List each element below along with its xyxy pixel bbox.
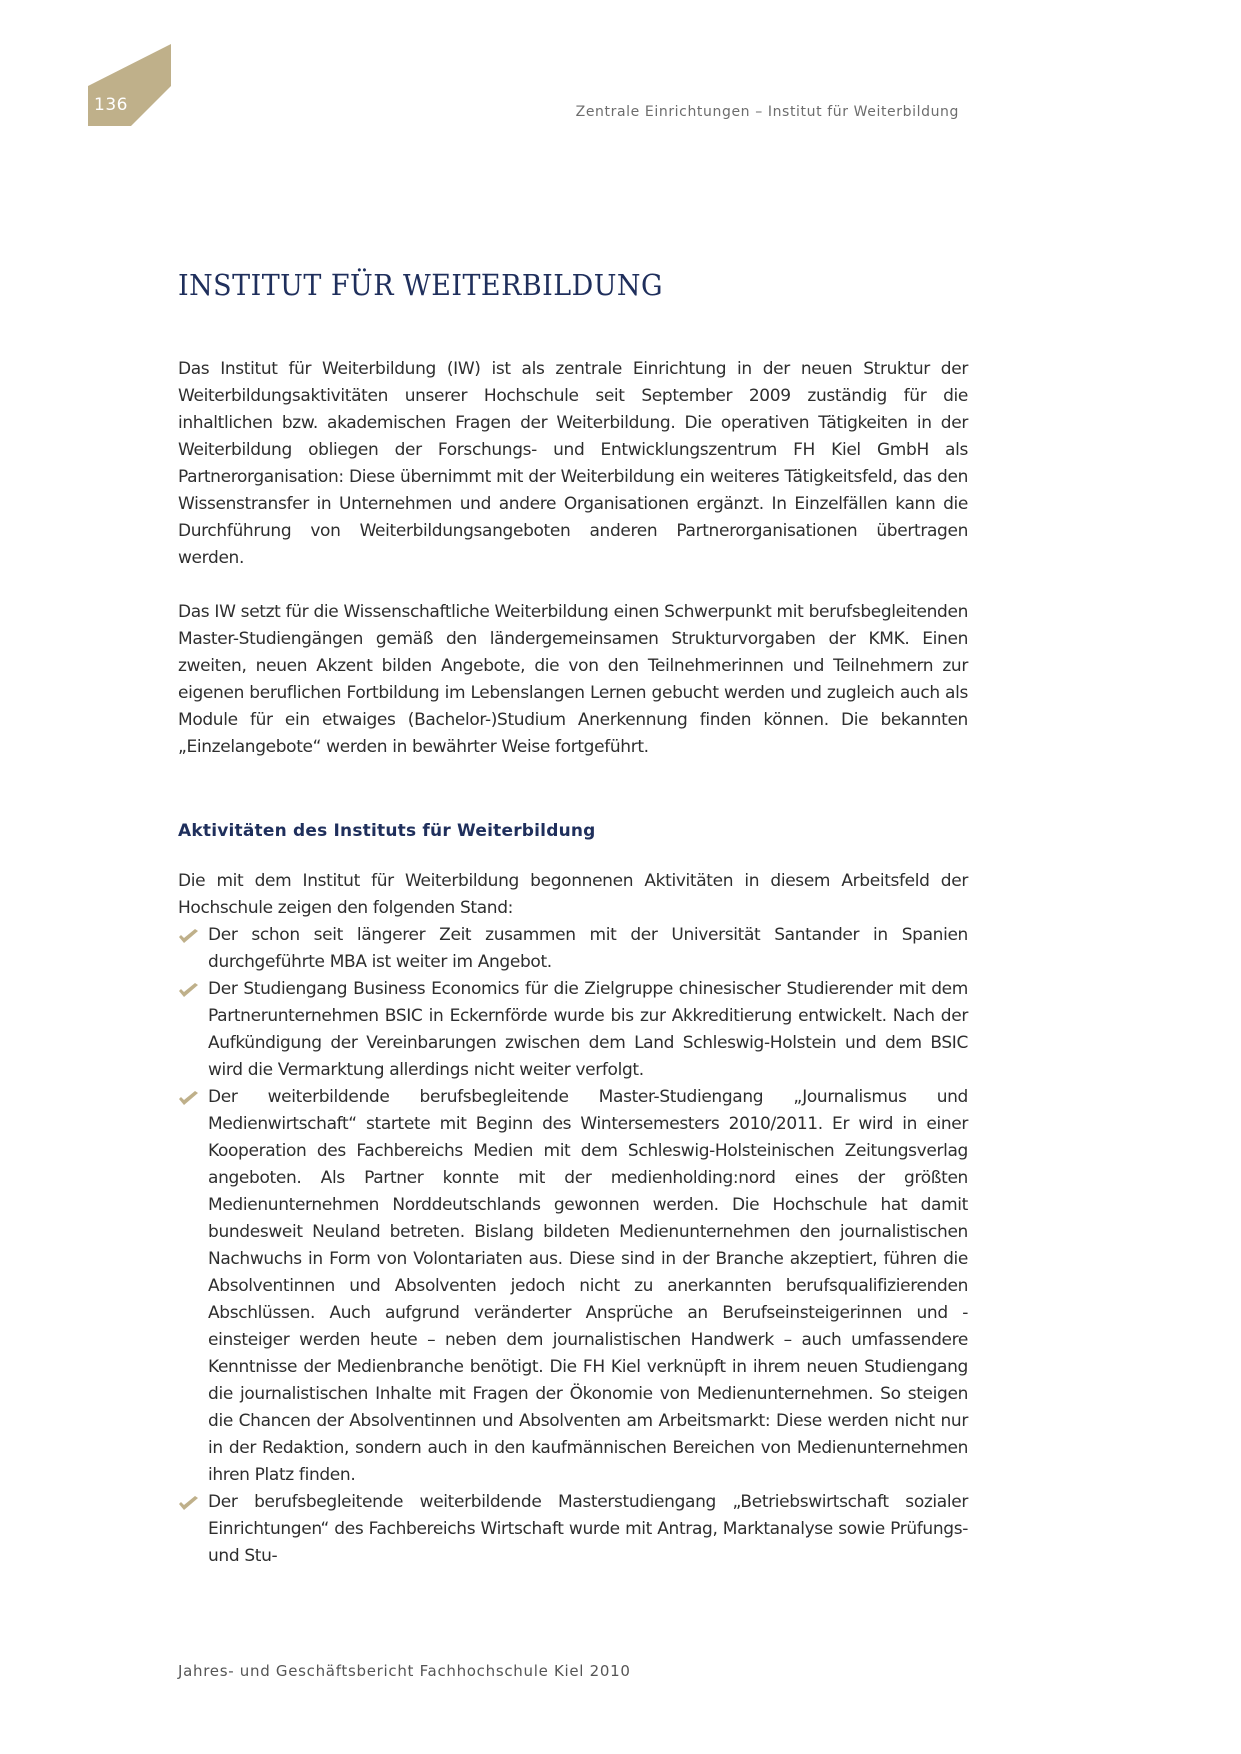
check-pen-icon (178, 1495, 199, 1511)
check-pen-icon (178, 1090, 199, 1106)
list-item (178, 1084, 968, 1489)
activity-list (178, 922, 968, 1570)
page-title: INSTITUT FÜR WEITERBILDUNG (178, 268, 663, 302)
running-header: Zentrale Einrichtungen – Institut für Weiterbildung (575, 104, 959, 120)
page-number: 136 (94, 95, 128, 115)
list-item-text: Der berufsbegleitende weiterbildende Masterstudiengang „Betriebswirtschaft sozialer Einrichtungen“ des Fachbereichs Wirtschaft wurde mit Antrag, Marktanalyse sowie Prüfungs- und Stu- (208, 1492, 968, 1566)
list-item (178, 1489, 968, 1570)
section-heading: Aktivitäten des Instituts für Weiterbildung (178, 821, 596, 841)
intro-paragraph-1: Das Institut für Weiterbildung (IW) ist als zentrale Einrichtung in der neuen Struktur der Weiterbildungsaktivitäten unserer Hochschule seit September 2009 zuständig für die inhaltlichen bzw. akademischen Fragen der Weiterbildung. Die operativen Tätigkeiten in der Weiterbildung obliegen der Forschungs- und Entwicklungszentrum FH Kiel GmbH als Partnerorganisation: Diese übernimmt mit der Weiterbildung ein weiteres Tätigkeitsfeld, das den Wissenstransfer in Unternehmen und andere Organisationen ergänzt. In Einzelfällen kann die Durchführung von Weiterbildungsangeboten anderen Partnerorganisationen übertragen werden. (178, 359, 968, 568)
section-intro: Die mit dem Institut für Weiterbildung begonnenen Aktivitäten in diesem Arbeitsfeld der Hochschule zeigen den folgenden Stand: (178, 871, 968, 918)
check-pen-icon (178, 982, 199, 998)
list-item (178, 922, 968, 976)
list-item-text: Der Studiengang Business Economics für die Zielgruppe chinesischer Studierender mit dem Partnerunternehmen BSIC in Eckernförde wurde bis zur Akkreditierung entwickelt. Nach der Aufkündigung der Vereinbarungen zwischen dem Land Schleswig-Holstein und dem BSIC wird die Vermarktung allerdings nicht weiter verfolgt. (208, 979, 968, 1080)
intro-paragraph-2: Das IW setzt für die Wissenschaftliche Weiterbildung einen Schwerpunkt mit berufsbegleitenden Master-Studiengängen gemäß den ländergemeinsamen Strukturvorgaben der KMK. Einen zweiten, neuen Akzent bilden Angebote, die von den Teilnehmerinnen und Teilnehmern zur eigenen beruflichen Fortbildung im Lebenslangen Lernen gebucht werden und zugleich auch als Module für ein etwaiges (Bachelor-)Studium Anerkennung finden können. Die bekannten „Einzelangebote“ werden in bewährter Weise fortgeführt. (178, 602, 968, 757)
list-item (178, 976, 968, 1084)
article (178, 268, 968, 1570)
check-pen-icon (178, 928, 199, 944)
footer: Jahres- und Geschäftsbericht Fachhochschule Kiel 2010 (178, 1662, 631, 1680)
page-number-badge (0, 0, 200, 140)
list-item-text: Der weiterbildende berufsbegleitende Master-Studiengang „Journalismus und Medienwirtschaft“ startete mit Beginn des Wintersemesters 2010/2011. Er wird in einer Kooperation des Fachbereichs Medien mit dem Schleswig-Holsteinischen Zeitungsverlag angeboten. Als Partner konnte mit der medienholding:nord eines der größten Medienunternehmen Norddeutschlands gewonnen werden. Die Hochschule hat damit bundesweit Neuland betreten. Bislang bildeten Medienunternehmen den journalistischen Nachwuchs in Form von Volontariaten aus. Diese sind in der Branche akzeptiert, führen die Absolventinnen und Absolventen jedoch nicht zu anerkannten berufsqualifizierenden Abschlüssen. Auch aufgrund veränderter Ansprüche an Berufseinsteigerinnen und -einsteiger werden heute – neben dem journalistischen Handwerk – auch umfassendere Kenntnisse der Medienbranche benötigt. Die FH Kiel verknüpft in ihrem neuen Studiengang die journalistischen Inhalte mit Fragen der Ökonomie von Medienunternehmen. So steigen die Chancen der Absolventinnen und Absolventen am Arbeitsmarkt: Diese werden nicht nur in der Redaktion, sondern auch in den kaufmännischen Bereichen von Medienunternehmen ihren Platz finden. (208, 1087, 968, 1485)
list-item-text: Der schon seit längerer Zeit zusammen mit der Universität Santander in Spanien durchgeführte MBA ist weiter im Angebot. (208, 925, 968, 972)
